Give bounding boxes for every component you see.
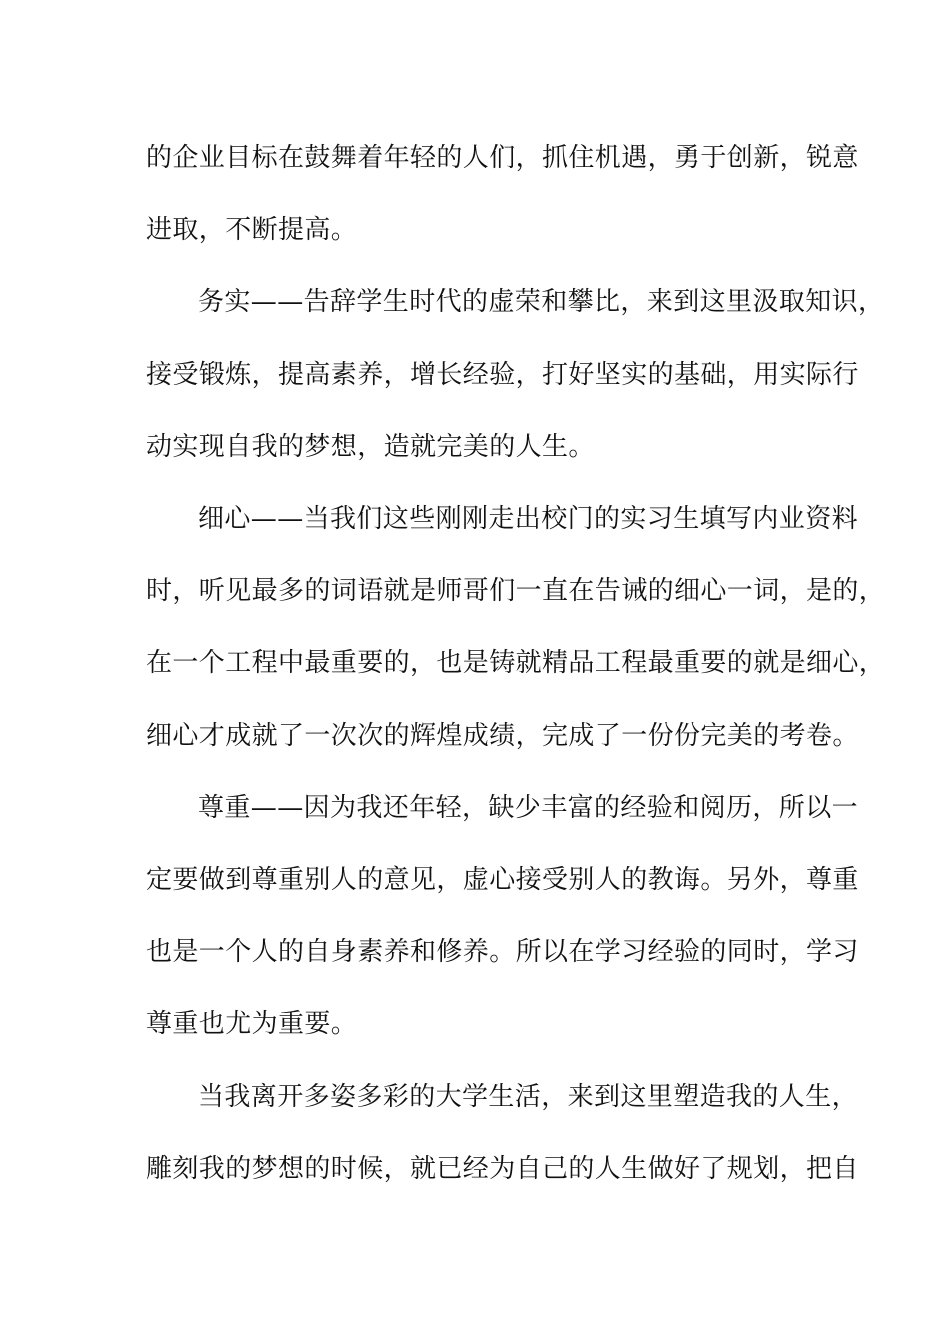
- text-line: 定要做到尊重别人的意见，虚心接受别人的教诲。另外，尊重: [146, 865, 859, 896]
- text-line: 务实——告辞学生时代的虚荣和攀比，来到这里汲取知识，: [198, 287, 885, 318]
- text-line: 当我离开多姿多彩的大学生活，来到这里塑造我的人生，: [198, 1081, 859, 1112]
- text-line: 接受锻炼，提高素养，增长经验，打好坚实的基础，用实际行: [146, 359, 859, 390]
- text-line: 雕刻我的梦想的时候，就已经为自己的人生做好了规划，把自: [146, 1153, 859, 1184]
- text-line: 细心——当我们这些刚刚走出校门的实习生填写内业资料: [198, 504, 859, 535]
- text-line: 进取，不断提高。: [146, 215, 358, 246]
- text-line: 的企业目标在鼓舞着年轻的人们，抓住机遇，勇于创新，锐意: [146, 143, 859, 173]
- paragraph-3: [146, 483, 886, 772]
- text-line: 在一个工程中最重要的，也是铸就精品工程最重要的就是细心，: [146, 648, 886, 679]
- paragraph-5: [146, 1061, 859, 1205]
- paragraph-1: [146, 122, 859, 266]
- text-line: 尊重也尤为重要。: [146, 1009, 358, 1040]
- paragraph-4: [146, 772, 859, 1061]
- text-line: 时，听见最多的词语就是师哥们一直在告诫的细心一词，是的，: [146, 576, 886, 607]
- text-line: 细心才成就了一次次的辉煌成绩，完成了一份份完美的考卷。: [146, 720, 859, 751]
- text-line: 也是一个人的自身素养和修养。所以在学习经验的同时，学习: [146, 937, 859, 968]
- text-line: 动实现自我的梦想，造就完美的人生。: [146, 431, 595, 462]
- paragraph-2: [146, 266, 885, 483]
- body-text: [146, 122, 886, 1205]
- text-line: 尊重——因为我还年轻，缺少丰富的经验和阅历，所以一: [198, 792, 859, 823]
